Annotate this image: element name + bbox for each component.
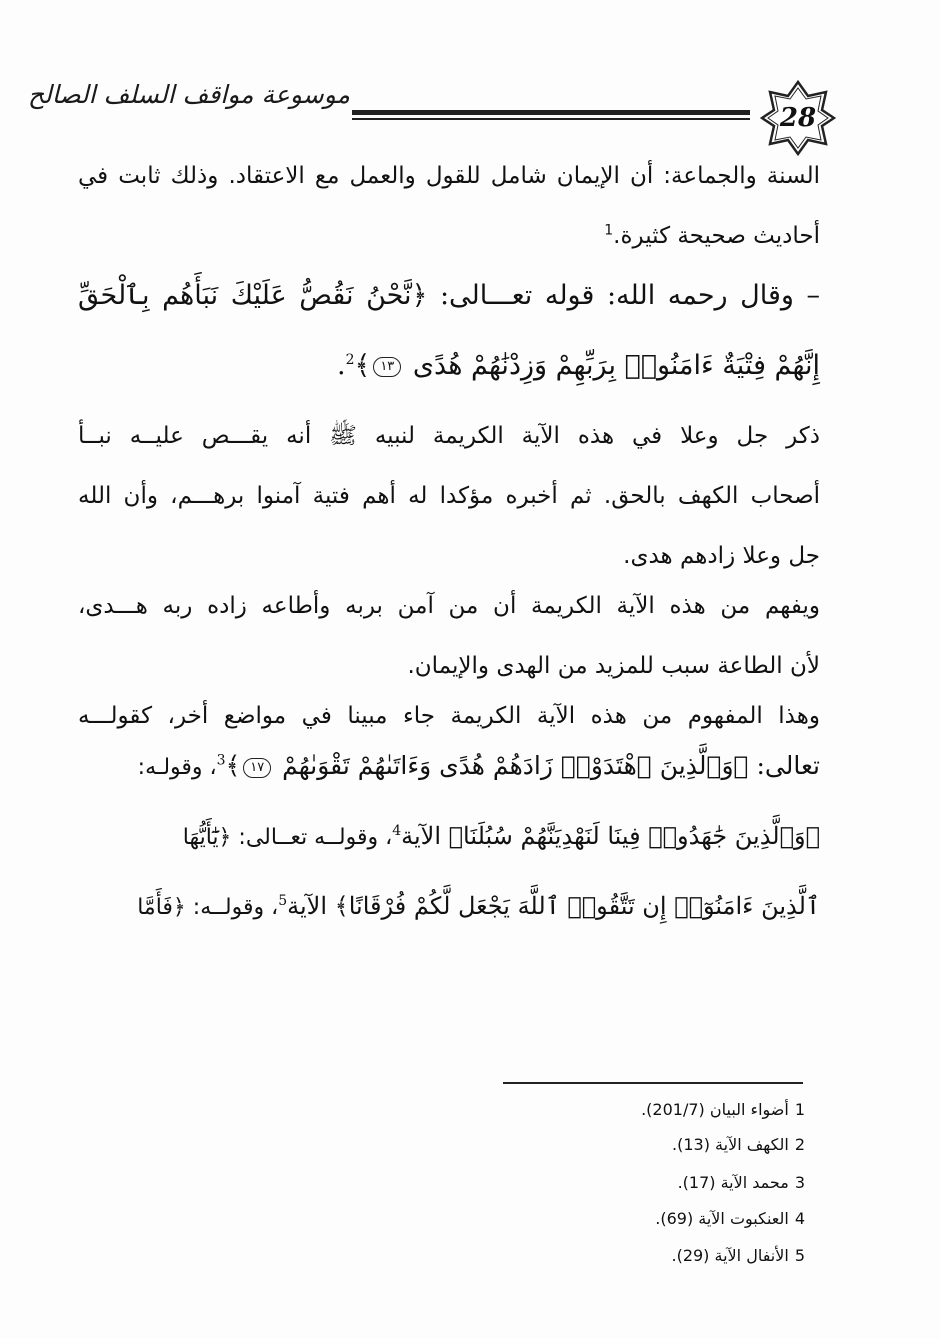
footnote-5 — [671, 1241, 805, 1271]
footnote-ref-4: 4 — [392, 823, 402, 839]
footnote-1 — [641, 1095, 805, 1125]
footnote-ref-1: 1 — [604, 222, 614, 239]
text-line-2-content: أحاديث صحيحة كثيرة. — [613, 223, 820, 249]
text-line-8: ويفهم من هذه الآية الكريمة أن من آمن بربه وأطاعه زاده ربه هـــدى، — [78, 593, 820, 619]
text-line-7: جل وعلا زادهم هدى. — [623, 543, 820, 569]
book-title: موسوعة مواقف السلف الصالح — [27, 80, 350, 109]
quran-verse-text: إِنَّهُمْ فِتْيَةٌ ءَامَنُوا۟ بِرَبِّهِمْ وَزِدْنَٰهُمْ هُدًى — [412, 350, 820, 381]
text-line-2 — [78, 216, 820, 256]
line-13-tail: ، وقولــه: ﴿فَأَمَّا — [137, 895, 279, 920]
footnote-text: الكهف الآية (13). — [672, 1135, 789, 1154]
header-rule-thin — [352, 118, 750, 120]
footnote-3 — [678, 1168, 805, 1198]
text-line-12 — [78, 816, 820, 858]
text-line-5: ذكر جل وعلا في هذه الآية الكريمة لنبيه ﷺ أنه يقـــص عليــه نبــأ — [78, 423, 820, 449]
footnote-text: محمد الآية (17). — [677, 1173, 789, 1192]
page-number: 28 — [779, 103, 817, 133]
line-13-verse: ٱلَّذِينَ ءَامَنُوٓا۟ إِن تَتَّقُوا۟ ٱللَّهَ يَجْعَل لَّكُمْ فُرْقَانًا﴾ الآية — [287, 892, 820, 920]
ayah-marker-17: ١٧ — [243, 758, 271, 778]
footnote-text: أضواء البيان (201/7). — [641, 1100, 789, 1119]
footnote-ref-5: 5 — [278, 893, 288, 909]
footnote-2 — [672, 1130, 805, 1160]
footnote-ref-2: 2 — [345, 352, 355, 368]
footnote-number: 1 — [794, 1100, 805, 1119]
footnote-4 — [655, 1204, 805, 1234]
line-12-tail: ، وقولــه تعــالى: ﴿يَٰٓأَيُّهَا — [182, 825, 393, 850]
page-number-badge — [760, 80, 836, 156]
text-line-11: تعالى: ﴿وَٱلَّذِينَ ٱهْتَدَوْا۟ زَادَهُمْ هُدًى وَءَاتَىٰهُمْ تَقْوَىٰهُمْ ١٧﴾$^3$، وقولـه: — [137, 751, 820, 780]
footnote-separator — [503, 1082, 803, 1084]
header-rule-thick — [352, 110, 750, 115]
footnote-number: 2 — [794, 1135, 805, 1154]
line-11-tail: ، وقولـه: — [137, 755, 217, 780]
text-line-1: السنة والجماعة: أن الإيمان شامل للقول والعمل مع الاعتقاد. وذلك ثابت في — [78, 163, 820, 189]
text-line-9: لأن الطاعة سبب للمزيد من الهدى والإيمان. — [407, 653, 820, 679]
ayah-marker-13: ١٣ — [373, 357, 401, 377]
text-line-4: إِنَّهُمْ فِتْيَةٌ ءَامَنُوا۟ بِرَبِّهِمْ وَزِدْنَٰهُمْ هُدًى ١٣﴾$^2$. — [336, 350, 820, 381]
footnote-text: الأنفال الآية (29). — [671, 1246, 789, 1265]
line-12-verse: ﴿وَٱلَّذِينَ جَٰهَدُوا۟ فِينَا لَنَهْدِيَنَّهُمْ سُبُلَنَا﴾ الآية — [401, 822, 820, 850]
line-11-verse: تعالى: ﴿وَٱلَّذِينَ ٱهْتَدَوْا۟ زَادَهُمْ هُدًى وَءَاتَىٰهُمْ تَقْوَىٰهُمْ — [282, 751, 820, 780]
text-line-3: – وقال رحمه الله: قوله تعـــالى: ﴿نَّحْنُ نَقُصُّ عَلَيْكَ نَبَأَهُم بِٱلْحَقِّ — [78, 280, 820, 311]
header-rule — [352, 110, 750, 124]
text-line-6: أصحاب الكهف بالحق. ثم أخبره مؤكدا له أهم فتية آمنوا برهـــم، وأن الله — [78, 483, 820, 509]
text-line-13 — [78, 886, 820, 928]
footnote-number: 3 — [794, 1173, 805, 1192]
footnote-text: العنكبوت الآية (69). — [655, 1209, 789, 1228]
footnote-ref-3: 3 — [216, 752, 226, 769]
footnote-number: 5 — [794, 1246, 805, 1265]
text-line-10: وهذا المفهوم من هذه الآية الكريمة جاء مبينا في مواضع أخر، كقولـــه — [78, 703, 820, 729]
footnote-number: 4 — [794, 1209, 805, 1228]
